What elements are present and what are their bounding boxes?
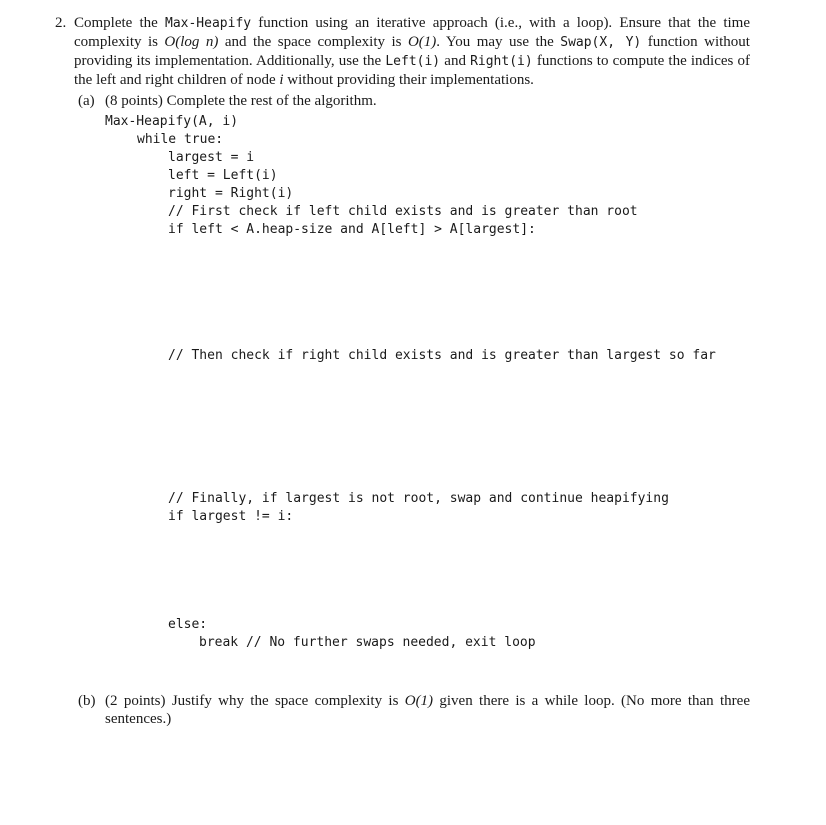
prompt-text: without providing their implementations.	[283, 72, 534, 88]
code-comment: // Then check if right child exists and is greater than largest so far	[168, 348, 716, 363]
question-number: 2.	[55, 15, 67, 31]
prompt-text: and the space complexity is	[218, 34, 408, 50]
question-prompt	[74, 14, 750, 89]
code-line: if left < A.heap-size and A[left] > A[largest]:	[168, 222, 536, 237]
part-b-text	[105, 692, 750, 728]
part-a-text: (8 points) Complete the rest of the algorithm.	[105, 93, 377, 109]
code-comment: // Finally, if largest is not root, swap and continue heapifying	[168, 491, 669, 506]
code-line: while true:	[137, 132, 224, 147]
prompt-text: functions to compute the indices of the left and right children of node	[74, 53, 750, 88]
prompt-text: function using an iterative approach (i.e., with a loop). Ensure that the time complexity is	[74, 15, 750, 50]
variable-i: i	[279, 72, 284, 88]
code-line: else:	[168, 617, 208, 632]
function-name-max-heapify: Max-Heapify	[165, 16, 252, 31]
prompt-text: Complete the	[74, 15, 165, 31]
part-a-label: (a)	[78, 93, 95, 109]
code-line: Max-Heapify(A, i)	[105, 114, 239, 129]
part-b-label: (b)	[78, 693, 96, 709]
code-line: largest = i	[168, 150, 255, 165]
code-comment: // First check if left child exists and is greater than root	[168, 204, 638, 219]
function-name-right: Right(i)	[470, 54, 533, 69]
code-line: left = Left(i)	[168, 168, 278, 183]
prompt-text: and	[440, 53, 471, 69]
function-name-swap: Swap(X, Y)	[560, 35, 642, 50]
prompt-text: . You may use the	[436, 34, 561, 50]
part-b-prompt: given there is a while loop. (No more than three sentences.)	[105, 693, 750, 727]
code-line: if largest != i:	[168, 509, 294, 524]
space-complexity: O(1)	[404, 693, 434, 709]
code-line: break // No further swaps needed, exit loop	[199, 635, 536, 650]
code-line: right = Right(i)	[168, 186, 294, 201]
space-complexity: O(1)	[407, 34, 437, 50]
prompt-text: function without providing its implementation. Additionally, use the	[74, 34, 750, 69]
time-complexity: O(log n)	[164, 34, 219, 50]
function-name-left: Left(i)	[385, 54, 441, 69]
part-b-prompt: (2 points) Justify why the space complexity is	[105, 693, 405, 709]
